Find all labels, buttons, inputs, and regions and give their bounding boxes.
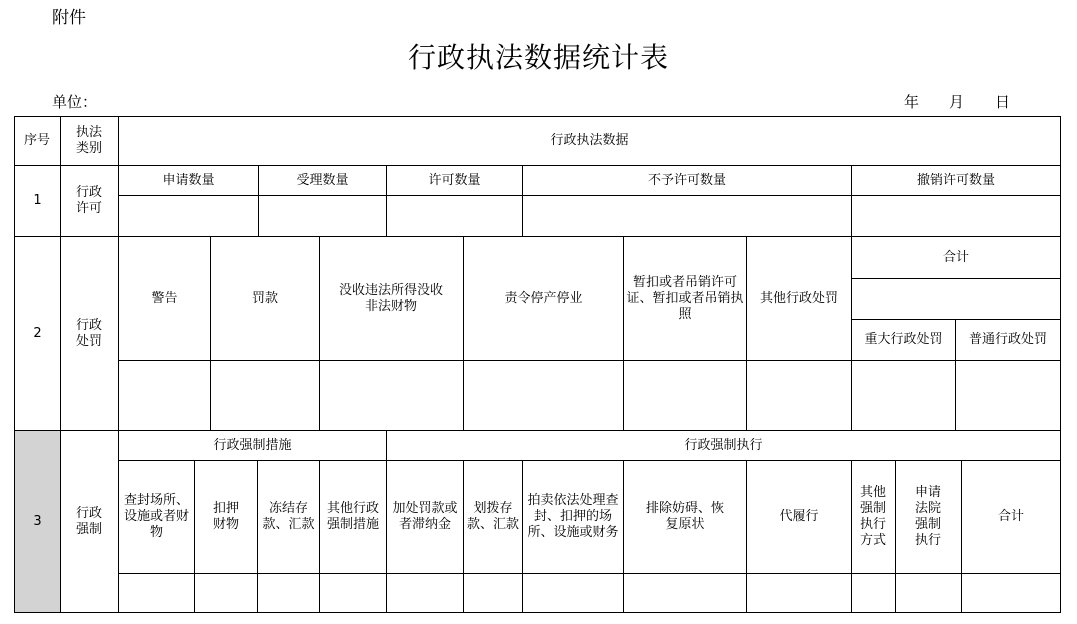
row3-measure-seal: 查封场所、设施或者财物	[123, 493, 189, 540]
annex-label: 附件	[52, 8, 86, 28]
header-category: 执法类别	[75, 125, 102, 156]
row1-col-apply: 申请数量	[162, 172, 215, 188]
row3-measure-freeze: 冻结存款、汇款	[262, 501, 315, 532]
row1-category: 行政许可	[75, 185, 102, 216]
row2-category: 行政处罚	[75, 317, 102, 349]
row1-col-deny: 不予许可数量	[647, 172, 726, 188]
row3-measures-header: 行政强制措施	[213, 437, 292, 453]
grid-line	[851, 278, 1061, 279]
grid-line	[119, 360, 1061, 361]
row1-col-revoke: 撤销许可数量	[916, 172, 995, 188]
page-title: 行政执法数据统计表	[407, 41, 669, 74]
date-labels	[904, 91, 1015, 112]
row2-col-major: 重大行政处罚	[864, 332, 943, 347]
row3-seq: 3	[33, 513, 42, 529]
row2-col-other: 其他行政处罚	[759, 290, 838, 306]
row3-measure-seize: 扣押财物	[212, 501, 239, 532]
date-day: 日	[995, 93, 1011, 111]
row2-col-fine: 罚款	[251, 290, 278, 306]
grid-line	[194, 460, 195, 612]
row1-col-permit: 许可数量	[428, 172, 481, 188]
grid-line	[895, 460, 896, 612]
row2-seq: 2	[33, 325, 42, 341]
header-data: 行政执法数据	[550, 133, 629, 148]
grid-line	[14, 612, 1061, 613]
row3-exec-auction: 拍卖依法处理查封、扣押的场所、设施或财务	[527, 493, 619, 540]
grid-line	[319, 460, 320, 612]
row3-category: 行政强制	[75, 505, 102, 537]
row2-col-suspend: 责令停产停业	[504, 290, 583, 306]
row3-execution-header: 行政强制执行	[684, 437, 763, 453]
grid-line	[319, 236, 320, 430]
row3-exec-transfer: 划拨存款、汇款	[466, 501, 519, 532]
row2-col-total: 合计	[942, 249, 969, 265]
row3-exec-restore: 排除妨碍、恢复原状	[645, 501, 724, 532]
row3-exec-surcharge: 加处罚款或者滞纳金	[392, 501, 458, 532]
row1-seq: 1	[33, 193, 42, 208]
row3-exec-substitute: 代履行	[779, 509, 819, 524]
row2-col-revoke-license: 暂扣或者吊销许可证、暂扣或者吊销执照	[626, 274, 744, 322]
row3-measure-other: 其他行政强制措施	[326, 501, 379, 532]
row1-col-accept: 受理数量	[296, 172, 349, 188]
row3-exec-court: 申请法院强制执行	[914, 485, 941, 548]
row2-col-normal: 普通行政处罚	[968, 332, 1047, 347]
date-year: 年	[904, 93, 920, 111]
row3-exec-other: 其他强制执行方式	[859, 485, 886, 548]
grid-line	[119, 573, 1061, 574]
grid-line	[60, 116, 61, 613]
unit-label: 单位：	[52, 93, 98, 111]
grid-line	[119, 195, 1061, 196]
grid-line	[623, 460, 624, 612]
row2-col-warning: 警告	[151, 290, 178, 306]
grid-line	[1060, 116, 1061, 613]
row3-exec-total: 合计	[997, 509, 1024, 524]
date-month: 月	[949, 93, 965, 111]
row2-col-confiscate: 没收违法所得没收非法财物	[338, 282, 443, 314]
grid-line	[851, 460, 852, 612]
header-seq: 序号	[24, 133, 51, 148]
